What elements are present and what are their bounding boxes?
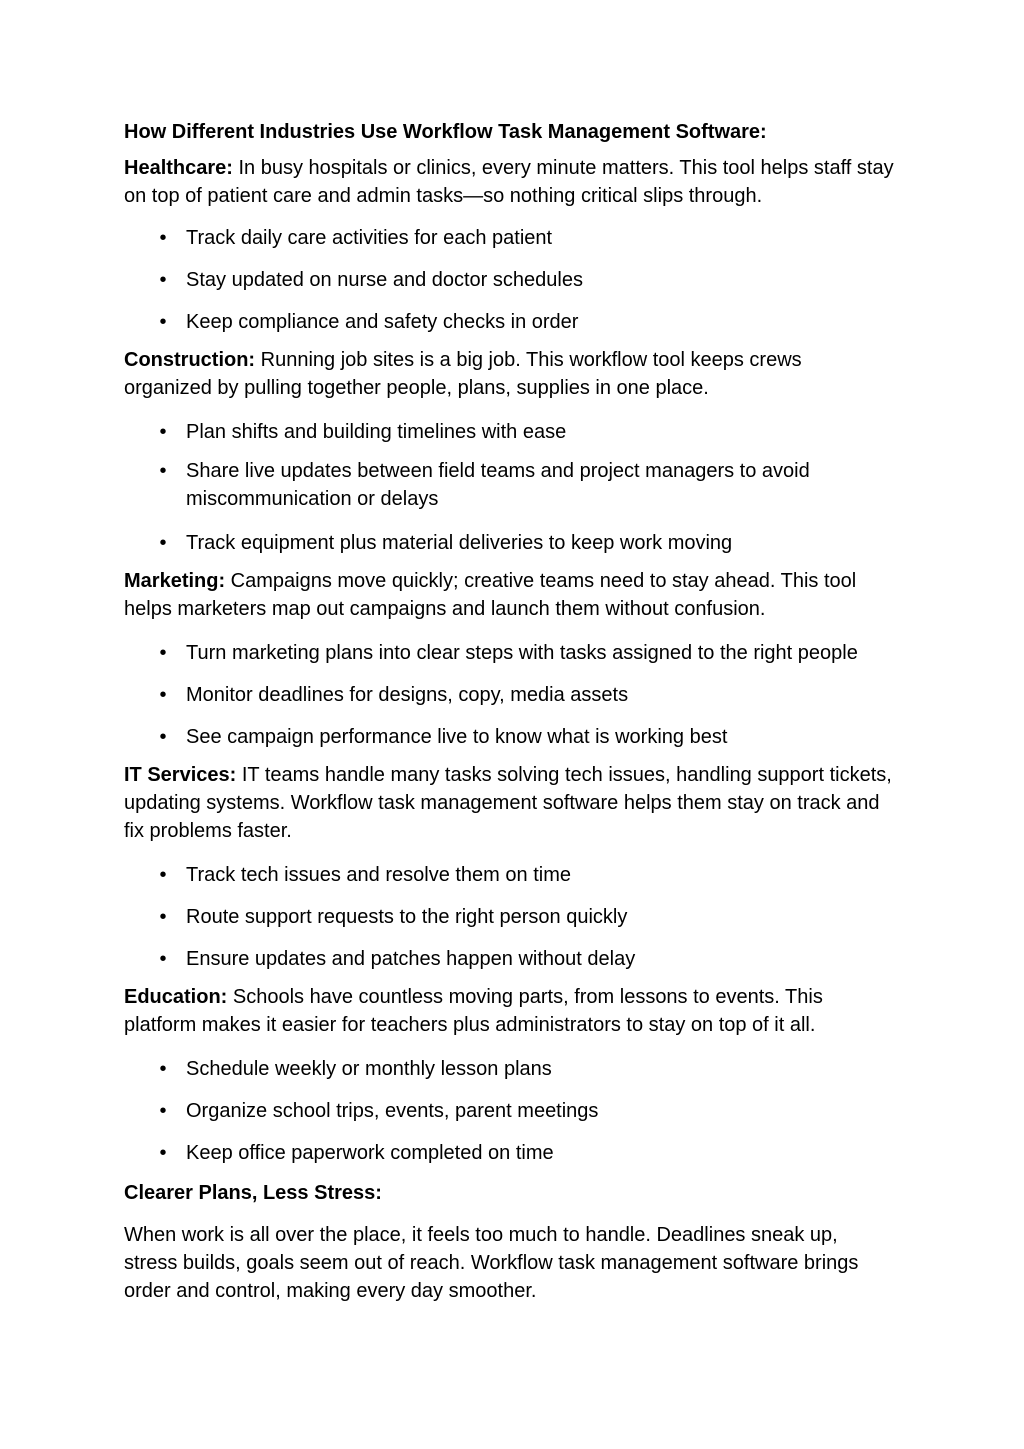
bullet-icon: •: [159, 460, 167, 482]
bullet-icon: •: [159, 269, 167, 291]
bullet-icon: •: [159, 906, 167, 928]
section-heading: Construction:: [124, 349, 256, 371]
list-item: [124, 266, 894, 294]
list-item-text: Track daily care activities for each patient: [186, 227, 553, 249]
section-closing: [124, 1179, 894, 1305]
bullet-list: [124, 224, 894, 336]
section-heading: Education:: [124, 986, 228, 1008]
list-item: [124, 1055, 894, 1083]
bullet-list: [124, 861, 894, 973]
section-education: [124, 983, 894, 1167]
section-construction: [124, 346, 894, 557]
bullet-list: [124, 1055, 894, 1167]
bullet-icon: •: [159, 227, 167, 249]
list-item-text: Route support requests to the right person quickly: [186, 906, 628, 928]
section-text: In busy hospitals or clinics, every minute matters. This tool helps staff stay on top of patient care and admin tasks—so nothing critical slips through.: [124, 157, 894, 207]
list-item-text: Stay updated on nurse and doctor schedules: [186, 269, 583, 291]
bullet-icon: •: [159, 421, 167, 443]
list-item: [124, 529, 894, 557]
list-item: [124, 1139, 894, 1167]
list-item: [124, 861, 894, 889]
list-item: [124, 418, 894, 446]
bullet-icon: •: [159, 1058, 167, 1080]
list-item-text: See campaign performance live to know what is working best: [186, 726, 728, 748]
list-item: [124, 681, 894, 709]
bullet-list: [124, 639, 894, 751]
list-item-text: Organize school trips, events, parent meetings: [186, 1100, 599, 1122]
bullet-icon: •: [159, 948, 167, 970]
list-item: [124, 1097, 894, 1125]
section-paragraph: [124, 983, 894, 1039]
section-text: Campaigns move quickly; creative teams need to stay ahead. This tool helps marketers map out campaigns and launch them without confusion.: [124, 570, 857, 620]
list-item-text: Ensure updates and patches happen without delay: [186, 948, 636, 970]
list-item: [124, 639, 894, 667]
section-it-services: [124, 761, 894, 973]
section-text: Schools have countless moving parts, from lessons to events. This platform makes it easier for teachers plus administrators to stay on top of it all.: [124, 986, 823, 1036]
list-item: [124, 945, 894, 973]
section-marketing: [124, 567, 894, 751]
bullet-icon: •: [159, 684, 167, 706]
list-item-text: Monitor deadlines for designs, copy, media assets: [186, 684, 629, 706]
bullet-icon: •: [159, 1100, 167, 1122]
section-heading: Healthcare:: [124, 157, 233, 179]
section-heading: Marketing:: [124, 570, 226, 592]
list-item-text: Track tech issues and resolve them on time: [186, 864, 571, 886]
list-item: [124, 723, 894, 751]
bullet-icon: •: [159, 642, 167, 664]
list-item-text: Turn marketing plans into clear steps with tasks assigned to the right people: [186, 642, 858, 664]
section-heading: IT Services:: [124, 764, 237, 786]
list-item-text: Keep compliance and safety checks in order: [186, 311, 579, 333]
bullet-icon: •: [159, 864, 167, 886]
bullet-icon: •: [159, 1142, 167, 1164]
document-content: [124, 118, 894, 1305]
closing-paragraph: When work is all over the place, it feels too much to handle. Deadlines sneak up, stress builds, goals seem out of reach. Workflow task management software brings order and control, making every day smoother.: [124, 1224, 859, 1302]
section-paragraph: [124, 346, 894, 402]
section-paragraph: [124, 761, 894, 845]
list-item-text: Schedule weekly or monthly lesson plans: [186, 1058, 552, 1080]
document-title: How Different Industries Use Workflow Task Management Software:: [124, 121, 767, 143]
bullet-icon: •: [159, 532, 167, 554]
section-paragraph: [124, 154, 894, 210]
section-text: IT teams handle many tasks solving tech issues, handling support tickets, updating systems. Workflow task management software helps them stay on track and fix problems faster.: [124, 764, 892, 842]
bullet-list: [124, 418, 894, 557]
section-healthcare: [124, 154, 894, 336]
bullet-icon: •: [159, 726, 167, 748]
section-text: Running job sites is a big job. This workflow tool keeps crews organized by pulling together people, plans, supplies in one place.: [124, 349, 802, 399]
list-item: [124, 224, 894, 252]
closing-heading: Clearer Plans, Less Stress:: [124, 1182, 382, 1204]
section-paragraph: [124, 567, 894, 623]
list-item: [124, 308, 894, 336]
list-item: [124, 457, 894, 513]
bullet-icon: •: [159, 311, 167, 333]
list-item-text: Plan shifts and building timelines with ease: [186, 421, 567, 443]
list-item-text: Share live updates between field teams and project managers to avoid miscommunication or delays: [186, 460, 810, 510]
list-item-text: Track equipment plus material deliveries to keep work moving: [186, 532, 733, 554]
list-item-text: Keep office paperwork completed on time: [186, 1142, 554, 1164]
list-item: [124, 903, 894, 931]
